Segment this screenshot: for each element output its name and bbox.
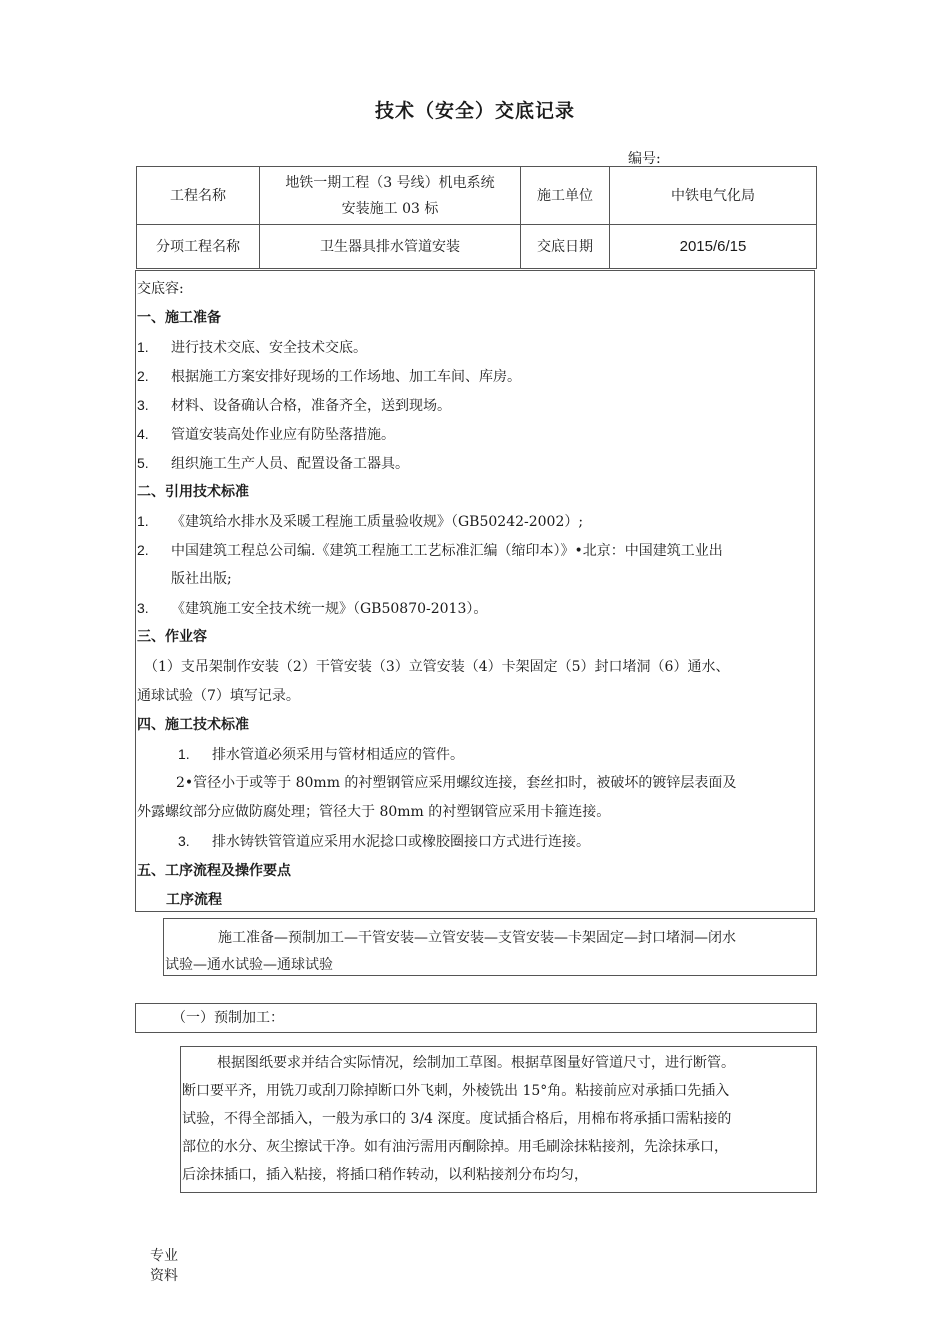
- project-info-table: [136, 166, 817, 269]
- list-item-number: 3.: [178, 833, 190, 849]
- prefab-text-box: [180, 1046, 817, 1193]
- list-item-text: 管道安装高处作业应有防坠落措施。: [171, 427, 395, 443]
- list-item: [137, 540, 723, 561]
- list-item-text: 《建筑施工安全技术统一规》（GB50870-2013）。: [171, 601, 488, 617]
- list-item-text: 根据施工方案安排好现场的工作场地、加工车间、库房。: [171, 369, 521, 385]
- list-item-number: 2.: [137, 542, 149, 558]
- page-title: 技术（安全）交底记录: [374, 100, 575, 122]
- process-flow-line-1: 施工准备—预制加工—干管安装—立管安装—支管安装—卡架固定—封口堵洞—闭水: [218, 930, 736, 946]
- list-item-number: 1.: [178, 746, 190, 762]
- section-3-line-2: 通球试验（7）填写记录。: [137, 688, 300, 704]
- list-item: [137, 453, 409, 474]
- list-item-number: 3.: [137, 600, 149, 616]
- list-item-text: 《建筑给水排水及采暖工程施工质量验收规》（GB50242-2002）;: [171, 514, 584, 530]
- section-4-item-2-line-1: 2•管径小于或等于 80mm 的衬塑钢管应采用螺纹连接，套丝扣时，被破坏的镀锌层表面及: [176, 775, 737, 791]
- list-item-text: 排水铸铁管管道应采用水泥捻口或橡胶圈接口方式进行连接。: [212, 834, 590, 850]
- list-item-text: 进行技术交底、安全技术交底。: [171, 340, 367, 356]
- list-item: [137, 598, 487, 619]
- list-item-number: 2.: [137, 368, 149, 384]
- list-item-number: 4.: [137, 426, 149, 442]
- process-flow-line-2: 试验—通水试验—通球试验: [165, 957, 333, 973]
- section-5-subtitle: 工序流程: [166, 892, 222, 908]
- list-item-number: 1.: [137, 339, 149, 355]
- section-1-title: 一、施工准备: [137, 310, 221, 326]
- sub-project-label: 分项工程名称: [137, 225, 260, 269]
- process-flow-box: [163, 918, 817, 976]
- section-3-title: 三、作业容: [137, 629, 207, 645]
- list-item: [137, 337, 367, 358]
- content-intro: 交底容:: [137, 281, 184, 297]
- project-name-line2: 安装施工 03 标: [341, 200, 439, 217]
- prefab-text-line: 试验，不得全部插入，一般为承口的 3/4 深度。度试插合格后，用棉布将承插口需粘接的: [182, 1111, 732, 1127]
- list-item-text: 排水管道必须采用与管材相适应的管件。: [212, 747, 464, 763]
- list-item-text: 中国建筑工程总公司编.《建筑工程施工工艺标准汇编（缩印本）》•北京：中国建筑工业出: [171, 543, 723, 559]
- list-item-number: 1.: [137, 513, 149, 529]
- list-item: [137, 424, 395, 445]
- sub-project-value: 卫生器具排水管道安装: [260, 225, 521, 269]
- prefab-text-line: 部位的水分、灰尘擦试干净。如有油污需用丙酮除掉。用毛刷涂抹粘接剂，先涂抹承口，: [182, 1139, 728, 1155]
- list-item-number: 5.: [137, 455, 149, 471]
- list-item: [137, 366, 521, 387]
- section-4-title: 四、施工技术标准: [137, 717, 249, 733]
- section-4-item-2-line-2: 外露螺纹部分应做防腐处理；管径大于 80mm 的衬塑钢管应采用卡箍连接。: [137, 804, 611, 820]
- prefab-text-line: 根据图纸要求并结合实际情况，绘制加工草图。根据草图量好管道尺寸，进行断管。: [217, 1055, 735, 1071]
- section-3-line-1: （1）支吊架制作安装（2）干管安装（3）立管安装（4）卡架固定（5）封口堵洞（6）通水、: [144, 659, 730, 675]
- prefab-text-line: 后涂抹插口，插入粘接，将插口稍作转动，以利粘接剂分布均匀，: [182, 1167, 588, 1183]
- prefab-heading: （一）预制加工：: [172, 1010, 284, 1026]
- list-item: [137, 395, 451, 416]
- list-item: [178, 744, 464, 765]
- project-name-line1: 地铁一期工程（3 号线）机电系统: [285, 174, 495, 191]
- contractor-value: 中铁电气化局: [610, 167, 817, 225]
- project-name-label: 工程名称: [137, 167, 260, 225]
- list-item-text: 材料、设备确认合格，准备齐全，送到现场。: [171, 398, 451, 414]
- list-item-text: 组织施工生产人员、配置设备工器具。: [171, 456, 409, 472]
- list-item: [178, 831, 590, 852]
- footer-label: [150, 1246, 178, 1286]
- date-label: 交底日期: [521, 225, 610, 269]
- serial-number-label: 编号:: [628, 151, 661, 167]
- section-5-title: 五、工序流程及操作要点: [137, 863, 291, 879]
- prefab-heading-box: [135, 1003, 817, 1033]
- list-item-number: 3.: [137, 397, 149, 413]
- prefab-text-line: 断口要平齐，用铣刀或刮刀除掉断口外飞刺，外棱铣出 15°角。粘接前应对承插口先插入: [182, 1083, 730, 1099]
- project-name-value: [260, 167, 521, 225]
- contractor-label: 施工单位: [521, 167, 610, 225]
- list-item-continuation: 版社出版;: [171, 571, 232, 587]
- footer-line-2: 资料: [150, 1268, 178, 1284]
- section-2-title: 二、引用技术标准: [137, 484, 249, 500]
- footer-line-1: 专业: [150, 1248, 178, 1264]
- date-value: 2015/6/15: [610, 225, 817, 269]
- list-item: [137, 511, 583, 532]
